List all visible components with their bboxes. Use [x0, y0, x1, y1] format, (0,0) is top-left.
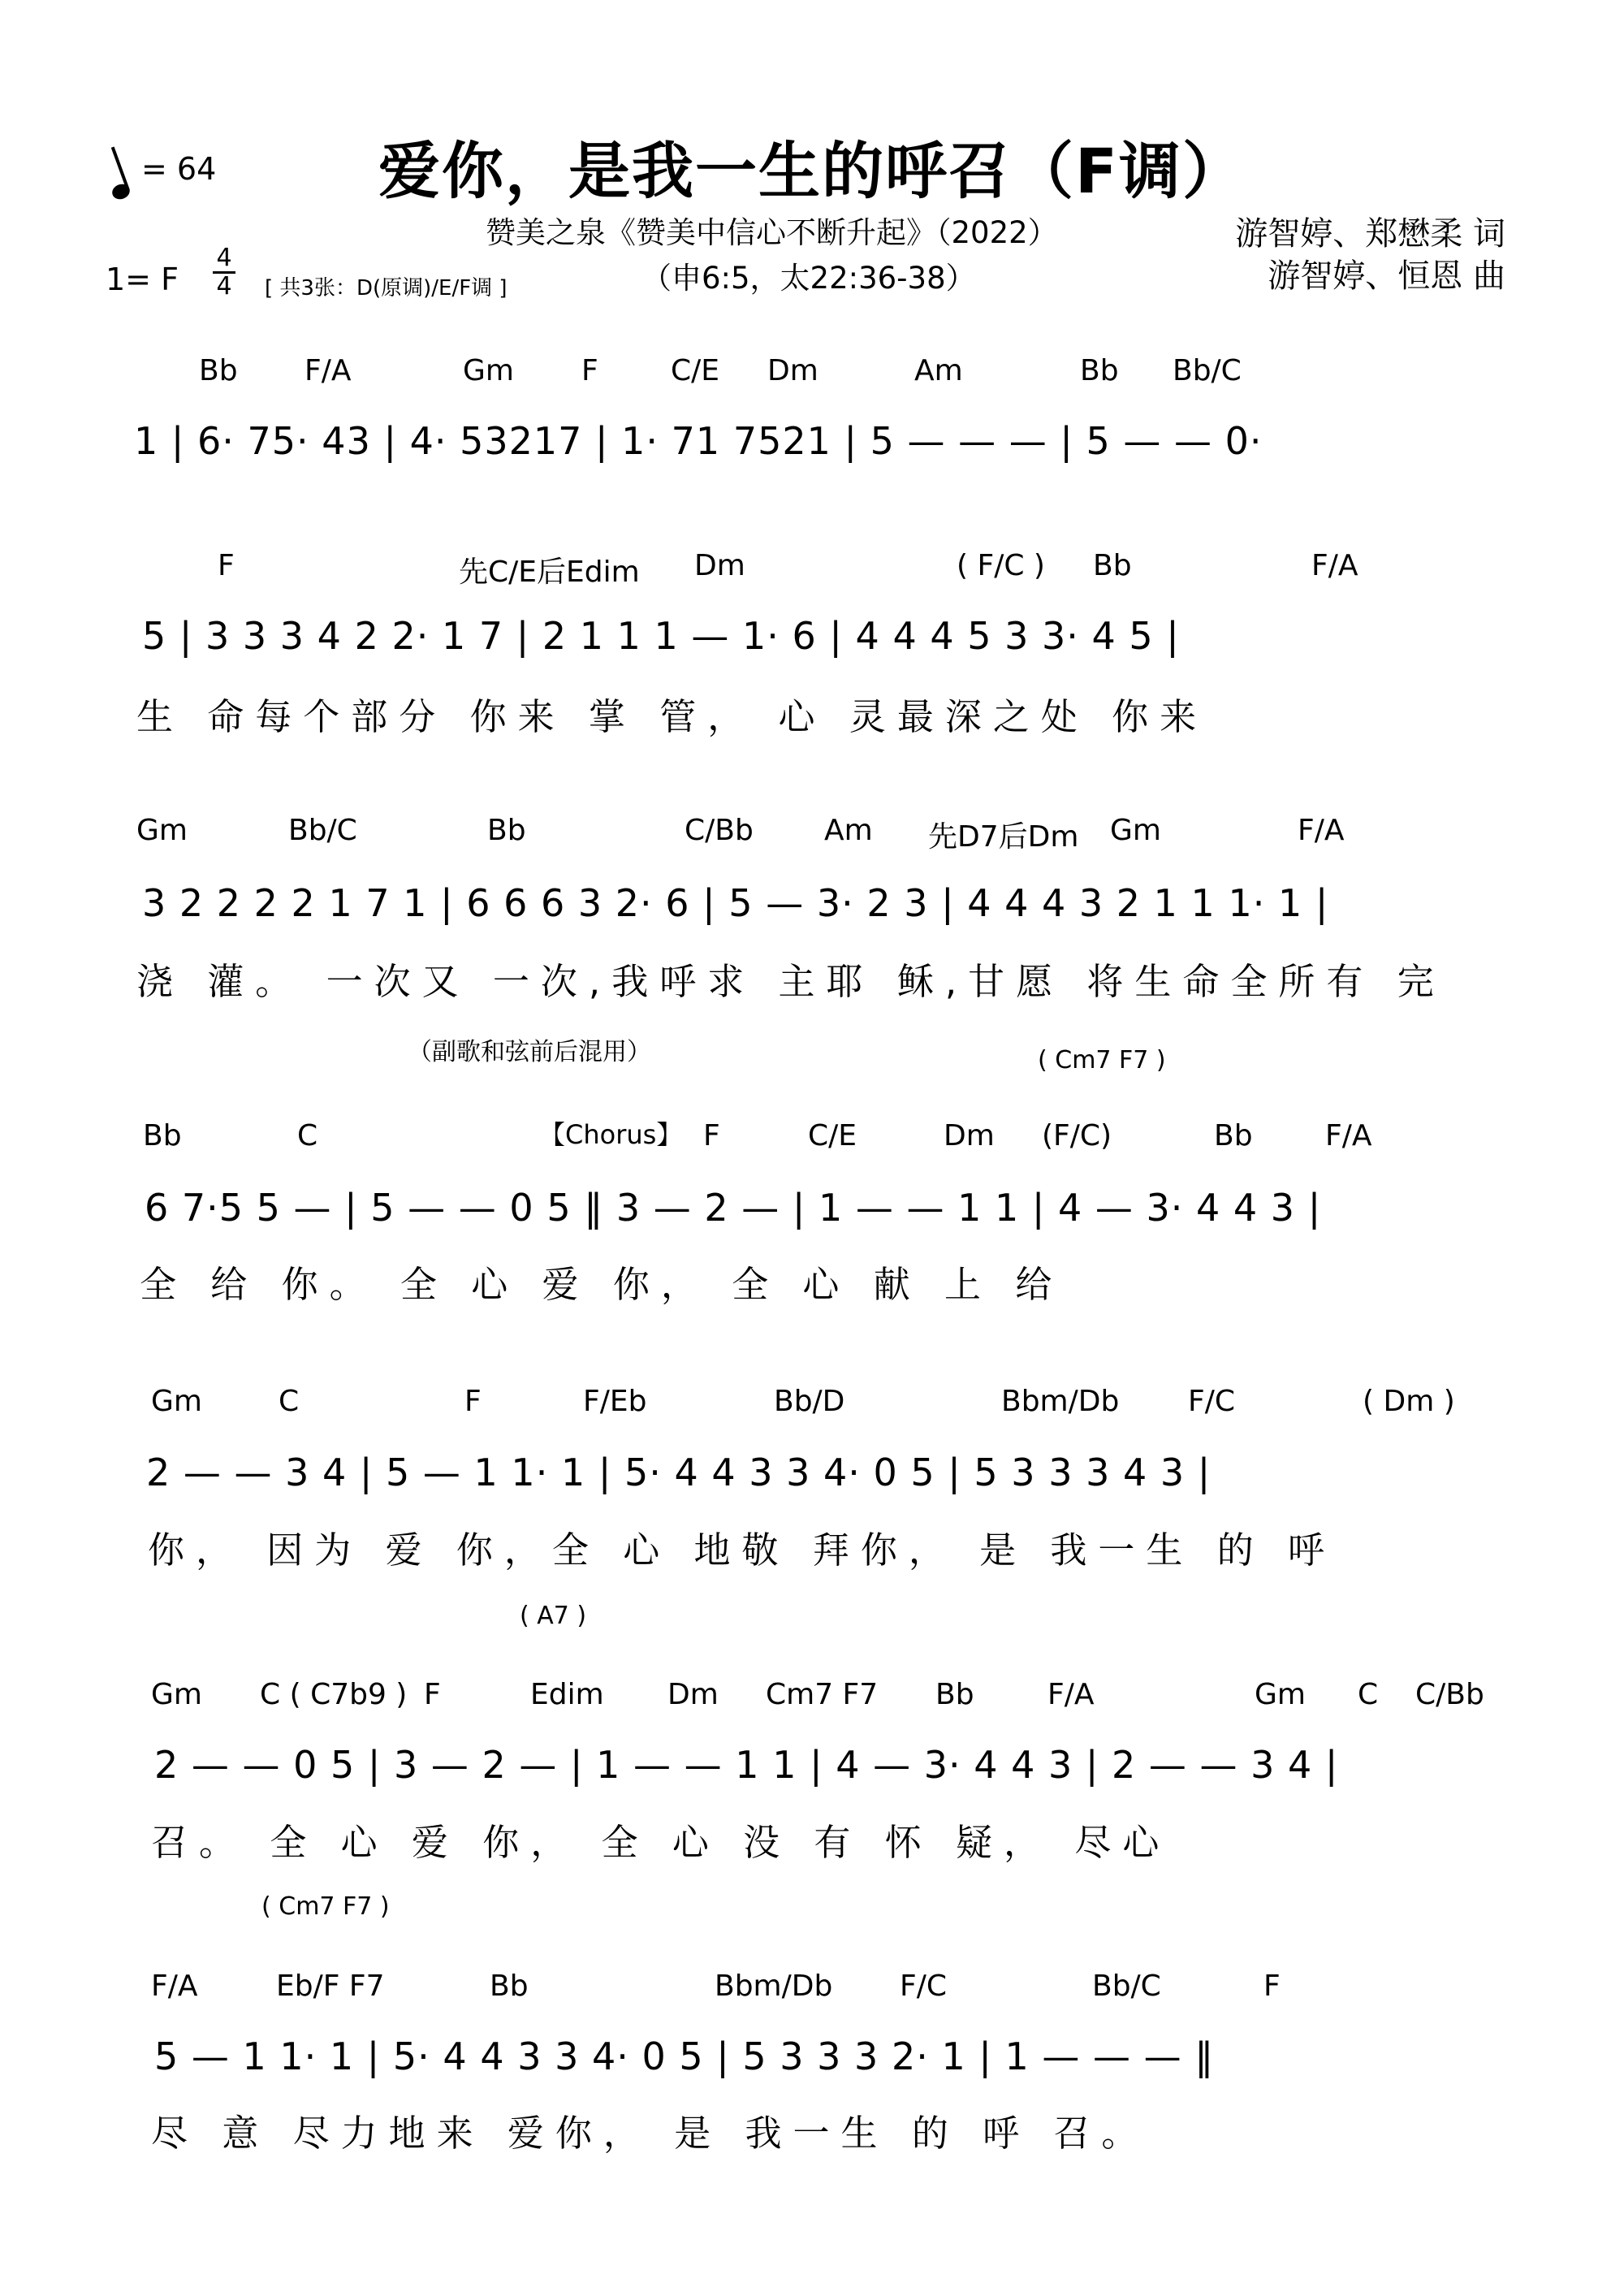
time-signature-bottom: 4 [216, 272, 232, 301]
lyric-line: 召。 全 心 爱 你， 全 心 没 有 怀 疑， 尽心 [151, 1821, 1171, 1864]
lyric-line: 尽 意 尽力地来 爱你， 是 我一生 的 呼 召。 [151, 2112, 1150, 2155]
chord: Bb [935, 1678, 974, 1711]
chord: C/Bb [685, 814, 754, 847]
chord: F/Eb [583, 1385, 647, 1418]
chord: F [703, 1119, 720, 1152]
chord: Bb [1080, 354, 1119, 387]
notation-line: 3 2 2 2 2 1 7 1 | 6 6 6 3 2· 6 | 5 — 3· 2 3 | 4 4 4 3 2 1 1 1· 1 | [142, 881, 1329, 925]
time-signature [213, 245, 235, 300]
scripture-reference: （申6:5，太22:36-38） [641, 261, 976, 296]
chord: Bb/C [288, 814, 357, 847]
chord: Gm [1255, 1678, 1306, 1711]
chord: Bb [490, 1970, 529, 2003]
lyric-line: 浇 灌。 一次又 一次,我呼求 主耶 稣,甘愿 将生命全所有 完 [136, 960, 1445, 1003]
chord: (F/C) [1042, 1119, 1112, 1152]
chord: Eb/F F7 [276, 1970, 385, 2003]
source-line: 赞美之泉《赞美中信心不断升起》（2022） [486, 215, 1058, 250]
chord: C/E [808, 1119, 857, 1152]
chord: ( Dm ) [1363, 1385, 1455, 1418]
annotation: ( Cm7 F7 ) [261, 1892, 390, 1921]
chord: Dm [667, 1678, 719, 1711]
composer-credit: 游智婷、恒恩 曲 [1268, 257, 1505, 295]
chord: Cm7 F7 [766, 1678, 879, 1711]
chord: F [464, 1385, 482, 1418]
chord: 先D7后Dm [928, 820, 1079, 854]
version-note: [ 共3张：D(原调)/E/F调 ] [265, 276, 508, 301]
chord: Gm [151, 1385, 202, 1418]
notation-line: 2 — — 0 5 | 3 — 2 — | 1 — — 1 1 | 4 — 3· 4 4 3 | 2 — — 3 4 | [154, 1743, 1339, 1787]
chord: 先C/E后Edim [459, 556, 640, 589]
lyricist-credit: 游智婷、郑懋柔 词 [1235, 215, 1505, 253]
lyric-line: 生 命每个部分 你来 掌 管， 心 灵最深之处 你来 [136, 695, 1208, 738]
chord: Bb/C [1092, 1970, 1161, 2003]
chord: Bb [143, 1119, 182, 1152]
notation-line: 6 7·5 5 — | 5 — — 0 5 ‖ 3 — 2 — | 1 — — 1 1 | 4 — 3· 4 4 3 | [145, 1186, 1322, 1230]
lyric-line: 全 给 你。 全 心 爱 你， 全 心 献 上 给 [140, 1263, 1064, 1306]
chord: Dm [767, 354, 818, 387]
chord: Bb/C [1173, 354, 1242, 387]
chord: F/C [1188, 1385, 1235, 1418]
chord: Gm [463, 354, 514, 387]
chord: F/A [151, 1970, 198, 2003]
key-signature: 1= F [106, 262, 179, 297]
annotation: （副歌和弦前后混用） [408, 1038, 651, 1066]
chord: C [297, 1119, 318, 1152]
chord: F/A [304, 354, 352, 387]
chord: C ( C7b9 ) [260, 1678, 408, 1711]
chord: F/A [1298, 814, 1345, 847]
chord: Gm [136, 814, 188, 847]
annotation: ( A7 ) [520, 1602, 587, 1630]
page-title: 爱你，是我一生的呼召（F调） [378, 135, 1246, 207]
annotation: ( Cm7 F7 ) [1038, 1046, 1166, 1074]
chord: Bb [1214, 1119, 1253, 1152]
chord: C/Bb [1415, 1678, 1484, 1711]
chord: F [424, 1678, 441, 1711]
chord: C/E [671, 354, 720, 387]
time-signature-top: 4 [216, 244, 232, 272]
chord: C [1358, 1678, 1379, 1711]
chord: Bbm/Db [715, 1970, 833, 2003]
chord: Bb [1093, 549, 1132, 582]
chord: Edim [530, 1678, 604, 1711]
chord: F/A [1047, 1678, 1095, 1711]
chorus-label: 【Chorus】 [539, 1119, 683, 1150]
chord: F [1263, 1970, 1281, 2003]
chord: Am [824, 814, 873, 847]
chord: Bbm/Db [1001, 1385, 1120, 1418]
chord: F/A [1311, 549, 1358, 582]
chord: C [279, 1385, 300, 1418]
chord: F/A [1325, 1119, 1372, 1152]
chord: Dm [694, 549, 745, 582]
chord: Gm [1110, 814, 1161, 847]
chord: F [218, 549, 235, 582]
notation-line: 1 | 6· 75· 43 | 4· 53217 | 1· 71 7521 | 5 — — — | 5 — — 0· [134, 419, 1263, 463]
chord: Bb [199, 354, 238, 387]
chord: Bb [487, 814, 526, 847]
lyric-line: 你， 因为 爱 你，全 心 地敬 拜你， 是 我一生 的 呼 [148, 1529, 1337, 1572]
chord: Dm [944, 1119, 995, 1152]
chord: Gm [151, 1678, 202, 1711]
tempo-marking [112, 151, 216, 187]
notation-line: 2 — — 3 4 | 5 — 1 1· 1 | 5· 4 4 3 3 4· 0 5 | 5 3 3 3 4 3 | [146, 1451, 1212, 1494]
notation-line: 5 | 3 3 3 4 2 2· 1 7 | 2 1 1 1 — 1· 6 | 4 4 4 5 3 3· 4 5 | [142, 614, 1180, 658]
chord: Bb/D [774, 1385, 845, 1418]
chord: F/C [900, 1970, 947, 2003]
chord: ( F/C ) [957, 549, 1045, 582]
tempo-value: = 64 [141, 151, 217, 187]
chord: Am [914, 354, 963, 387]
notation-line: 5 — 1 1· 1 | 5· 4 4 3 3 4· 0 5 | 5 3 3 3 2· 1 | 1 — — — ‖ [154, 2034, 1215, 2078]
chord: F [581, 354, 598, 387]
